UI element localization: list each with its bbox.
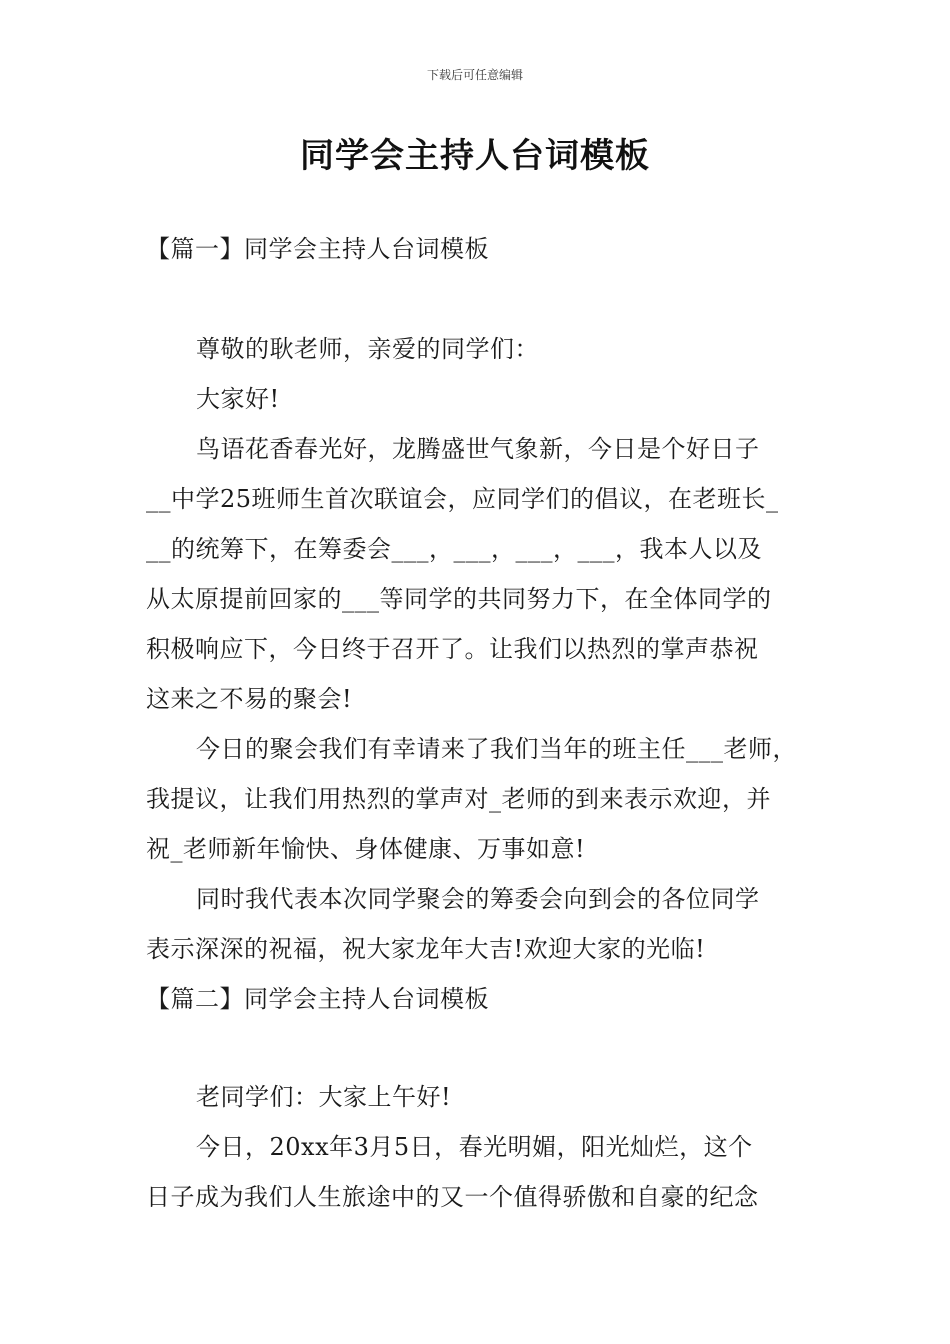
section-1 [146, 224, 811, 274]
paragraph-line: 祝_老师新年愉快、身体健康、万事如意! [146, 835, 586, 863]
paragraph-line: 从太原提前回家的___等同学的共同努力下，在全体同学的 [146, 585, 772, 613]
paragraph-line: 我提议，让我们用热烈的掌声对_老师的到来表示欢迎，并 [146, 785, 771, 813]
paragraph-line: 积极响应下，今日终于召开了。让我们以热烈的掌声恭祝 [146, 635, 759, 663]
paragraph-line: 同时我代表本次同学聚会的筹委会向到会的各位同学 [196, 885, 760, 913]
paragraph-line: 尊敬的耿老师，亲爱的同学们： [196, 335, 539, 363]
paragraph-line: 大家好! [196, 385, 280, 413]
paragraph-line: 今日的聚会我们有幸请来了我们当年的班主任___老师， [196, 735, 797, 763]
paragraph-line: 鸟语花香春光好，龙腾盛世气象新，今日是个好日子 [196, 435, 760, 463]
document-title: 同学会主持人台词模板 [300, 136, 650, 176]
section-1-body [146, 324, 811, 1024]
paragraph-line: __中学25班师生首次联谊会，应同学们的倡议，在老班长_ [146, 485, 779, 513]
section-2-heading: 【篇二】同学会主持人台词模板 [146, 985, 489, 1013]
paragraph-line: 今日，20xx年3月5日，春光明媚，阳光灿烂，这个 [196, 1133, 753, 1161]
header-note: 下载后可任意编辑 [426, 68, 523, 82]
paragraph-line: 老同学们：大家上午好! [196, 1083, 452, 1111]
section-2-body [146, 1072, 811, 1222]
paragraph-line: 表示深深的祝福，祝大家龙年大吉!欢迎大家的光临! [146, 935, 706, 963]
paragraph-line: 日子成为我们人生旅途中的又一个值得骄傲和自豪的纪念 [146, 1183, 759, 1211]
paragraph-line: 这来之不易的聚会! [146, 685, 353, 713]
section-1-heading: 【篇一】同学会主持人台词模板 [146, 235, 489, 263]
paragraph-line: __的统筹下，在筹委会___，___，___，___，我本人以及 [146, 535, 762, 563]
